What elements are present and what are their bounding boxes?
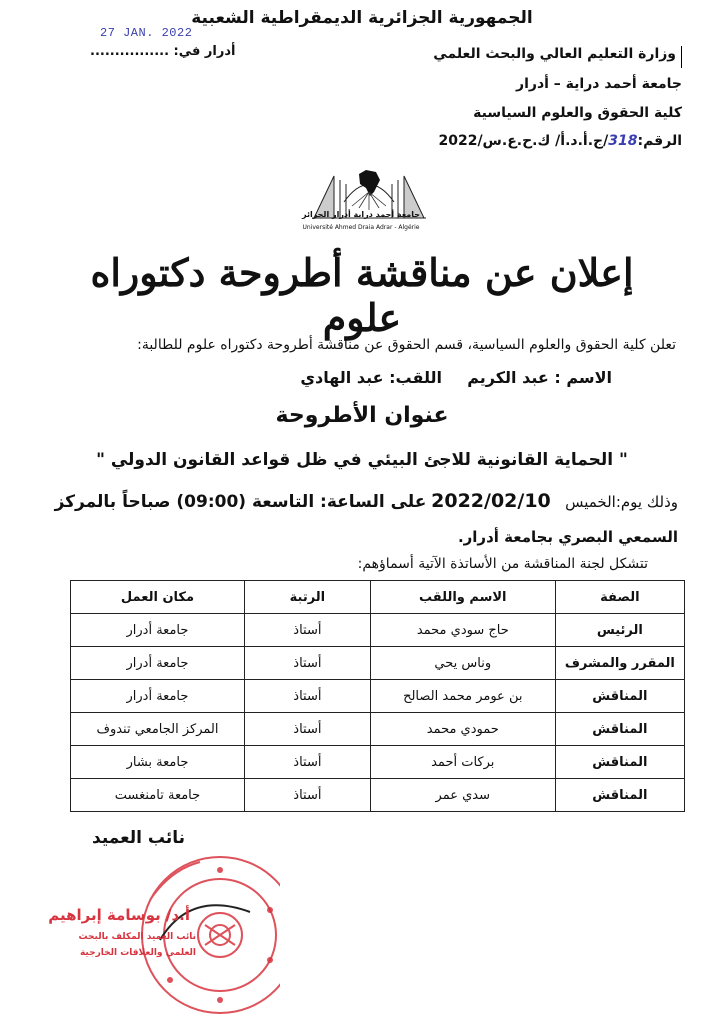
member-role: الرئيس [555, 614, 684, 647]
member-workplace: جامعة تامنغست [71, 779, 245, 812]
member-role: المناقش [555, 746, 684, 779]
member-workplace: جامعة أدرار [71, 680, 245, 713]
defense-time: على الساعة: التاسعة (09:00) صباحاً بالمركز [54, 492, 427, 512]
defense-date-line [38, 490, 678, 512]
reference-handwritten-number: 318 [608, 133, 638, 149]
student-first-name: الاسم : عبد الكريم [467, 368, 612, 387]
stamp-signatory-name: أ.د/ بوسامة إبراهيم [48, 906, 190, 924]
member-rank: أستاذ [244, 713, 370, 746]
faculty-name: كلية الحقوق والعلوم السياسية [473, 105, 682, 121]
place-date-line: أدرار في: ................ [90, 44, 236, 59]
defense-date: 2022/02/10 [431, 490, 551, 512]
member-name: حمودي محمد [370, 713, 555, 746]
table-row [71, 746, 685, 779]
table-row [71, 713, 685, 746]
student-last-name: اللقب: عبد الهادي [300, 368, 442, 387]
official-stamp-icon [40, 830, 280, 1020]
thesis-title: " الحماية القانونية للاجئ البيئي في ظل قواعد القانون الدولي " [96, 450, 628, 470]
member-role: المناقش [555, 779, 684, 812]
member-role: المقرر والمشرف [555, 647, 684, 680]
member-workplace: جامعة أدرار [71, 614, 245, 647]
announcement-intro: تعلن كلية الحقوق والعلوم السياسية، قسم الحقوق عن مناقشة أطروحة دكتوراه علوم للطالبة: [137, 337, 676, 353]
table-row [71, 779, 685, 812]
received-date-stamp: 27 JAN. 2022 [100, 26, 193, 40]
column-header-name: الاسم واللقب [370, 581, 555, 614]
table-row [71, 680, 685, 713]
member-name: بن عومر محمد الصالح [370, 680, 555, 713]
table-header-row [71, 581, 685, 614]
reference-label: الرقم: [637, 133, 682, 149]
announcement-title: إعلان عن مناقشة أطروحة دكتوراه علوم [90, 250, 634, 340]
logo-text-arabic: جامعة أحمد دراية أدرار الجزائر [301, 210, 421, 219]
member-rank: أستاذ [244, 614, 370, 647]
republic-header: الجمهورية الجزائرية الديمقراطية الشعبية [191, 8, 533, 28]
member-workplace: جامعة أدرار [71, 647, 245, 680]
reference-number [438, 133, 682, 149]
table-row [71, 647, 685, 680]
member-name: وناس يحي [370, 647, 555, 680]
committee-intro: تتشكل لجنة المناقشة من الأساتذة الآتية أسماؤهم: [357, 556, 648, 572]
date-prefix: وذلك يوم:الخميس [565, 493, 678, 511]
logo-text-french: Université Ahmed Draia Adrar - Algérie [302, 224, 420, 231]
university-name: جامعة أحمد دراية – أدرار [516, 76, 682, 92]
column-header-rank: الرتبة [244, 581, 370, 614]
member-rank: أستاذ [244, 680, 370, 713]
member-name: سدي عمر [370, 779, 555, 812]
signature-title: نائب العميد [92, 828, 186, 848]
member-rank: أستاذ [244, 779, 370, 812]
thesis-heading: عنوان الأطروحة [275, 403, 449, 428]
stamp-signatory-role-2: العلمي والعلاقات الخارجية [79, 948, 196, 958]
reference-suffix: /ج.أ.د.أ/ ك.ح.ع.س/2022 [438, 133, 609, 149]
member-name: بركات أحمد [370, 746, 555, 779]
defense-venue: السمعي البصري بجامعة أدرار. [457, 528, 678, 546]
member-rank: أستاذ [244, 647, 370, 680]
column-header-role: الصفة [555, 581, 684, 614]
stamp-signatory-role: نائب العميد المكلف بالبحث [78, 932, 196, 942]
member-name: حاج سودي محمد [370, 614, 555, 647]
member-workplace: المركز الجامعي تندوف [71, 713, 245, 746]
member-workplace: جامعة بشار [71, 746, 245, 779]
member-role: المناقش [555, 680, 684, 713]
member-rank: أستاذ [244, 746, 370, 779]
committee-table [70, 580, 685, 812]
table-row [71, 614, 685, 647]
member-role: المناقش [555, 713, 684, 746]
column-header-workplace: مكان العمل [71, 581, 245, 614]
margin-line [681, 46, 682, 68]
ministry-name: وزارة التعليم العالي والبحث العلمي [433, 46, 676, 62]
